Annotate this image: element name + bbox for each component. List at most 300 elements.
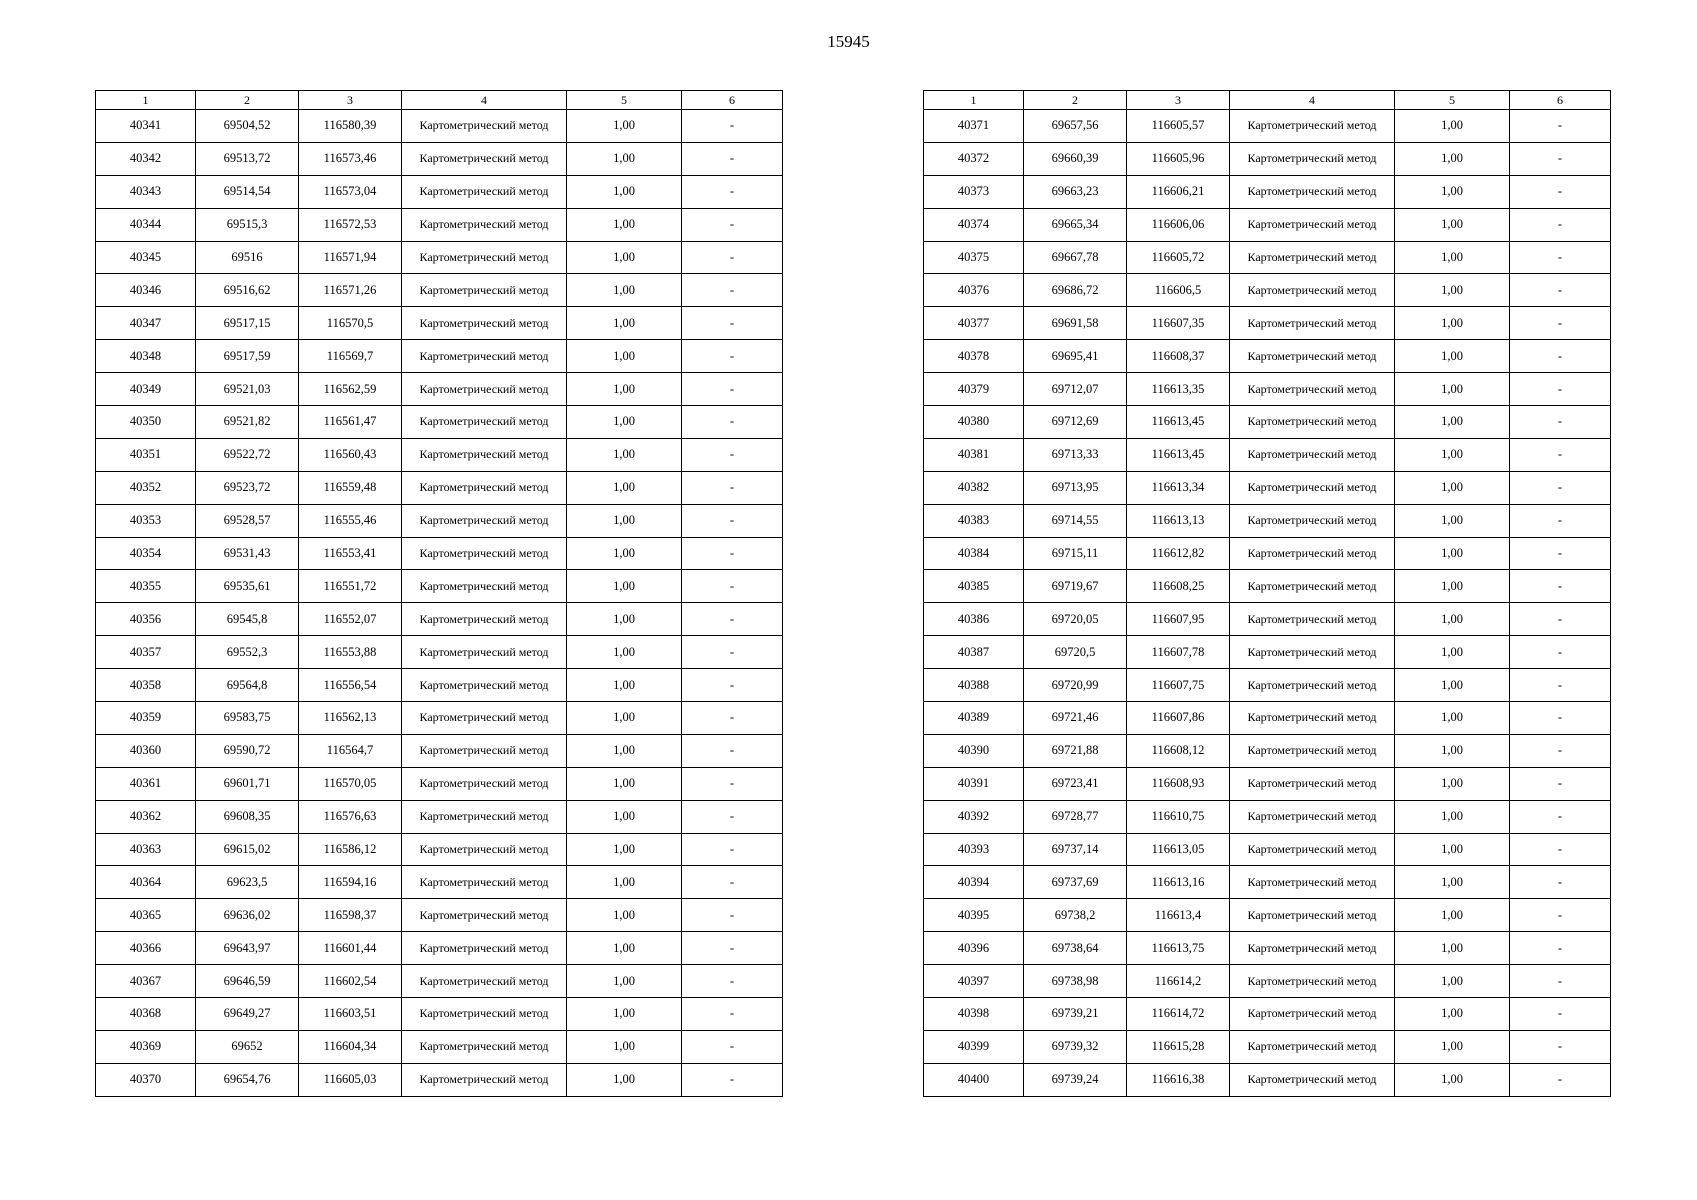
x-coordinate-cell: 69723,41 bbox=[1024, 767, 1127, 800]
accuracy-cell: 1,00 bbox=[1395, 406, 1510, 439]
method-cell: Картометрический метод bbox=[1230, 110, 1395, 143]
table-row bbox=[96, 307, 783, 340]
table-row bbox=[96, 669, 783, 702]
method-cell: Картометрический метод bbox=[1230, 1063, 1395, 1096]
note-cell: - bbox=[682, 636, 783, 669]
x-coordinate-cell: 69516,62 bbox=[196, 274, 299, 307]
x-coordinate-cell: 69608,35 bbox=[196, 800, 299, 833]
accuracy-cell: 1,00 bbox=[567, 175, 682, 208]
y-coordinate-cell: 116570,5 bbox=[299, 307, 402, 340]
table-row bbox=[924, 241, 1611, 274]
table-row bbox=[96, 702, 783, 735]
table-row bbox=[924, 208, 1611, 241]
accuracy-cell: 1,00 bbox=[1395, 932, 1510, 965]
table-row bbox=[96, 1063, 783, 1096]
note-cell: - bbox=[682, 504, 783, 537]
x-coordinate-cell: 69517,15 bbox=[196, 307, 299, 340]
x-coordinate-cell: 69738,64 bbox=[1024, 932, 1127, 965]
x-coordinate-cell: 69623,5 bbox=[196, 866, 299, 899]
point-number-cell: 40361 bbox=[96, 767, 196, 800]
table-row bbox=[96, 899, 783, 932]
column-header: 2 bbox=[1024, 91, 1127, 110]
note-cell: - bbox=[682, 406, 783, 439]
point-number-cell: 40372 bbox=[924, 142, 1024, 175]
method-cell: Картометрический метод bbox=[402, 734, 567, 767]
method-cell: Картометрический метод bbox=[402, 965, 567, 998]
point-number-cell: 40352 bbox=[96, 471, 196, 504]
y-coordinate-cell: 116556,54 bbox=[299, 669, 402, 702]
method-cell: Картометрический метод bbox=[402, 998, 567, 1031]
x-coordinate-cell: 69514,54 bbox=[196, 175, 299, 208]
column-header: 2 bbox=[196, 91, 299, 110]
point-number-cell: 40392 bbox=[924, 800, 1024, 833]
accuracy-cell: 1,00 bbox=[1395, 603, 1510, 636]
method-cell: Картометрический метод bbox=[402, 471, 567, 504]
table-row bbox=[96, 406, 783, 439]
note-cell: - bbox=[682, 899, 783, 932]
y-coordinate-cell: 116613,45 bbox=[1127, 406, 1230, 439]
note-cell: - bbox=[682, 340, 783, 373]
accuracy-cell: 1,00 bbox=[567, 899, 682, 932]
point-number-cell: 40382 bbox=[924, 471, 1024, 504]
note-cell: - bbox=[1510, 1063, 1611, 1096]
method-cell: Картометрический метод bbox=[1230, 603, 1395, 636]
point-number-cell: 40356 bbox=[96, 603, 196, 636]
accuracy-cell: 1,00 bbox=[567, 1063, 682, 1096]
method-cell: Картометрический метод bbox=[1230, 866, 1395, 899]
table-header-row bbox=[924, 91, 1611, 110]
note-cell: - bbox=[1510, 438, 1611, 471]
y-coordinate-cell: 116601,44 bbox=[299, 932, 402, 965]
accuracy-cell: 1,00 bbox=[1395, 307, 1510, 340]
note-cell: - bbox=[682, 833, 783, 866]
method-cell: Картометрический метод bbox=[402, 373, 567, 406]
y-coordinate-cell: 116608,37 bbox=[1127, 340, 1230, 373]
x-coordinate-cell: 69522,72 bbox=[196, 438, 299, 471]
table-row bbox=[96, 504, 783, 537]
accuracy-cell: 1,00 bbox=[1395, 767, 1510, 800]
x-coordinate-cell: 69720,99 bbox=[1024, 669, 1127, 702]
column-header: 4 bbox=[402, 91, 567, 110]
point-number-cell: 40368 bbox=[96, 998, 196, 1031]
accuracy-cell: 1,00 bbox=[567, 702, 682, 735]
y-coordinate-cell: 116613,34 bbox=[1127, 471, 1230, 504]
accuracy-cell: 1,00 bbox=[567, 932, 682, 965]
x-coordinate-cell: 69528,57 bbox=[196, 504, 299, 537]
method-cell: Картометрический метод bbox=[402, 175, 567, 208]
accuracy-cell: 1,00 bbox=[1395, 340, 1510, 373]
accuracy-cell: 1,00 bbox=[1395, 438, 1510, 471]
point-number-cell: 40348 bbox=[96, 340, 196, 373]
note-cell: - bbox=[682, 669, 783, 702]
accuracy-cell: 1,00 bbox=[567, 570, 682, 603]
method-cell: Картометрический метод bbox=[402, 767, 567, 800]
accuracy-cell: 1,00 bbox=[567, 340, 682, 373]
x-coordinate-cell: 69504,52 bbox=[196, 110, 299, 143]
y-coordinate-cell: 116551,72 bbox=[299, 570, 402, 603]
point-number-cell: 40365 bbox=[96, 899, 196, 932]
y-coordinate-cell: 116605,96 bbox=[1127, 142, 1230, 175]
method-cell: Картометрический метод bbox=[402, 537, 567, 570]
point-number-cell: 40363 bbox=[96, 833, 196, 866]
point-number-cell: 40341 bbox=[96, 110, 196, 143]
x-coordinate-cell: 69652 bbox=[196, 1030, 299, 1063]
table-row bbox=[96, 438, 783, 471]
note-cell: - bbox=[1510, 899, 1611, 932]
table-row bbox=[924, 932, 1611, 965]
method-cell: Картометрический метод bbox=[1230, 800, 1395, 833]
method-cell: Картометрический метод bbox=[1230, 932, 1395, 965]
y-coordinate-cell: 116608,12 bbox=[1127, 734, 1230, 767]
x-coordinate-cell: 69657,56 bbox=[1024, 110, 1127, 143]
accuracy-cell: 1,00 bbox=[567, 537, 682, 570]
method-cell: Картометрический метод bbox=[402, 899, 567, 932]
accuracy-cell: 1,00 bbox=[567, 603, 682, 636]
table-row bbox=[924, 800, 1611, 833]
point-number-cell: 40359 bbox=[96, 702, 196, 735]
method-cell: Картометрический метод bbox=[1230, 1030, 1395, 1063]
table-row bbox=[96, 208, 783, 241]
note-cell: - bbox=[1510, 307, 1611, 340]
point-number-cell: 40383 bbox=[924, 504, 1024, 537]
note-cell: - bbox=[682, 373, 783, 406]
accuracy-cell: 1,00 bbox=[567, 142, 682, 175]
x-coordinate-cell: 69719,67 bbox=[1024, 570, 1127, 603]
accuracy-cell: 1,00 bbox=[1395, 274, 1510, 307]
point-number-cell: 40397 bbox=[924, 965, 1024, 998]
point-number-cell: 40351 bbox=[96, 438, 196, 471]
y-coordinate-cell: 116612,82 bbox=[1127, 537, 1230, 570]
x-coordinate-cell: 69552,3 bbox=[196, 636, 299, 669]
table-row bbox=[924, 998, 1611, 1031]
point-number-cell: 40367 bbox=[96, 965, 196, 998]
table-row bbox=[96, 833, 783, 866]
accuracy-cell: 1,00 bbox=[1395, 636, 1510, 669]
point-number-cell: 40343 bbox=[96, 175, 196, 208]
y-coordinate-cell: 116607,95 bbox=[1127, 603, 1230, 636]
note-cell: - bbox=[1510, 142, 1611, 175]
note-cell: - bbox=[1510, 833, 1611, 866]
x-coordinate-cell: 69721,46 bbox=[1024, 702, 1127, 735]
table-row bbox=[924, 142, 1611, 175]
note-cell: - bbox=[682, 438, 783, 471]
table-row bbox=[96, 142, 783, 175]
y-coordinate-cell: 116610,75 bbox=[1127, 800, 1230, 833]
y-coordinate-cell: 116564,7 bbox=[299, 734, 402, 767]
method-cell: Картометрический метод bbox=[402, 570, 567, 603]
x-coordinate-cell: 69720,5 bbox=[1024, 636, 1127, 669]
table-row bbox=[924, 636, 1611, 669]
table-row bbox=[924, 669, 1611, 702]
x-coordinate-cell: 69564,8 bbox=[196, 669, 299, 702]
accuracy-cell: 1,00 bbox=[1395, 734, 1510, 767]
x-coordinate-cell: 69615,02 bbox=[196, 833, 299, 866]
point-number-cell: 40388 bbox=[924, 669, 1024, 702]
table-row bbox=[924, 734, 1611, 767]
x-coordinate-cell: 69531,43 bbox=[196, 537, 299, 570]
point-number-cell: 40399 bbox=[924, 1030, 1024, 1063]
method-cell: Картометрический метод bbox=[402, 110, 567, 143]
note-cell: - bbox=[682, 1063, 783, 1096]
method-cell: Картометрический метод bbox=[1230, 767, 1395, 800]
x-coordinate-cell: 69660,39 bbox=[1024, 142, 1127, 175]
table-row bbox=[924, 702, 1611, 735]
x-coordinate-cell: 69636,02 bbox=[196, 899, 299, 932]
y-coordinate-cell: 116607,86 bbox=[1127, 702, 1230, 735]
table-row bbox=[96, 998, 783, 1031]
accuracy-cell: 1,00 bbox=[567, 866, 682, 899]
y-coordinate-cell: 116559,48 bbox=[299, 471, 402, 504]
accuracy-cell: 1,00 bbox=[567, 965, 682, 998]
note-cell: - bbox=[1510, 504, 1611, 537]
point-number-cell: 40342 bbox=[96, 142, 196, 175]
column-header: 1 bbox=[924, 91, 1024, 110]
x-coordinate-cell: 69535,61 bbox=[196, 570, 299, 603]
note-cell: - bbox=[1510, 669, 1611, 702]
x-coordinate-cell: 69667,78 bbox=[1024, 241, 1127, 274]
note-cell: - bbox=[682, 603, 783, 636]
column-header: 1 bbox=[96, 91, 196, 110]
point-number-cell: 40396 bbox=[924, 932, 1024, 965]
x-coordinate-cell: 69523,72 bbox=[196, 471, 299, 504]
point-number-cell: 40366 bbox=[96, 932, 196, 965]
page-number: 15945 bbox=[827, 32, 870, 51]
accuracy-cell: 1,00 bbox=[1395, 965, 1510, 998]
column-header: 6 bbox=[682, 91, 783, 110]
method-cell: Картометрический метод bbox=[402, 833, 567, 866]
x-coordinate-cell: 69739,32 bbox=[1024, 1030, 1127, 1063]
method-cell: Картометрический метод bbox=[402, 669, 567, 702]
method-cell: Картометрический метод bbox=[402, 603, 567, 636]
x-coordinate-cell: 69590,72 bbox=[196, 734, 299, 767]
method-cell: Картометрический метод bbox=[1230, 307, 1395, 340]
accuracy-cell: 1,00 bbox=[1395, 800, 1510, 833]
method-cell: Картометрический метод bbox=[1230, 241, 1395, 274]
accuracy-cell: 1,00 bbox=[1395, 175, 1510, 208]
point-number-cell: 40394 bbox=[924, 866, 1024, 899]
accuracy-cell: 1,00 bbox=[567, 767, 682, 800]
point-number-cell: 40378 bbox=[924, 340, 1024, 373]
method-cell: Картометрический метод bbox=[402, 932, 567, 965]
point-number-cell: 40357 bbox=[96, 636, 196, 669]
y-coordinate-cell: 116570,05 bbox=[299, 767, 402, 800]
table-row bbox=[924, 340, 1611, 373]
y-coordinate-cell: 116561,47 bbox=[299, 406, 402, 439]
x-coordinate-cell: 69654,76 bbox=[196, 1063, 299, 1096]
accuracy-cell: 1,00 bbox=[567, 636, 682, 669]
method-cell: Картометрический метод bbox=[1230, 373, 1395, 406]
point-number-cell: 40387 bbox=[924, 636, 1024, 669]
point-number-cell: 40379 bbox=[924, 373, 1024, 406]
method-cell: Картометрический метод bbox=[402, 438, 567, 471]
method-cell: Картометрический метод bbox=[1230, 274, 1395, 307]
point-number-cell: 40362 bbox=[96, 800, 196, 833]
x-coordinate-cell: 69517,59 bbox=[196, 340, 299, 373]
method-cell: Картометрический метод bbox=[402, 406, 567, 439]
y-coordinate-cell: 116614,72 bbox=[1127, 998, 1230, 1031]
y-coordinate-cell: 116562,59 bbox=[299, 373, 402, 406]
note-cell: - bbox=[1510, 241, 1611, 274]
point-number-cell: 40393 bbox=[924, 833, 1024, 866]
x-coordinate-cell: 69545,8 bbox=[196, 603, 299, 636]
method-cell: Картометрический метод bbox=[402, 274, 567, 307]
y-coordinate-cell: 116603,51 bbox=[299, 998, 402, 1031]
table-row bbox=[924, 965, 1611, 998]
point-number-cell: 40369 bbox=[96, 1030, 196, 1063]
table-row bbox=[96, 866, 783, 899]
point-number-cell: 40364 bbox=[96, 866, 196, 899]
note-cell: - bbox=[682, 142, 783, 175]
x-coordinate-cell: 69720,05 bbox=[1024, 603, 1127, 636]
method-cell: Картометрический метод bbox=[402, 504, 567, 537]
note-cell: - bbox=[1510, 636, 1611, 669]
method-cell: Картометрический метод bbox=[1230, 965, 1395, 998]
note-cell: - bbox=[1510, 175, 1611, 208]
x-coordinate-cell: 69663,23 bbox=[1024, 175, 1127, 208]
method-cell: Картометрический метод bbox=[1230, 142, 1395, 175]
note-cell: - bbox=[682, 208, 783, 241]
table-row bbox=[924, 537, 1611, 570]
y-coordinate-cell: 116607,78 bbox=[1127, 636, 1230, 669]
y-coordinate-cell: 116573,04 bbox=[299, 175, 402, 208]
x-coordinate-cell: 69583,75 bbox=[196, 702, 299, 735]
accuracy-cell: 1,00 bbox=[1395, 702, 1510, 735]
x-coordinate-cell: 69721,88 bbox=[1024, 734, 1127, 767]
note-cell: - bbox=[682, 537, 783, 570]
point-number-cell: 40400 bbox=[924, 1063, 1024, 1096]
y-coordinate-cell: 116552,07 bbox=[299, 603, 402, 636]
method-cell: Картометрический метод bbox=[402, 241, 567, 274]
note-cell: - bbox=[1510, 1030, 1611, 1063]
table-row bbox=[924, 110, 1611, 143]
note-cell: - bbox=[682, 800, 783, 833]
point-number-cell: 40398 bbox=[924, 998, 1024, 1031]
x-coordinate-cell: 69728,77 bbox=[1024, 800, 1127, 833]
point-number-cell: 40354 bbox=[96, 537, 196, 570]
y-coordinate-cell: 116615,28 bbox=[1127, 1030, 1230, 1063]
y-coordinate-cell: 116616,38 bbox=[1127, 1063, 1230, 1096]
note-cell: - bbox=[1510, 373, 1611, 406]
point-number-cell: 40358 bbox=[96, 669, 196, 702]
table-row bbox=[96, 340, 783, 373]
column-header: 6 bbox=[1510, 91, 1611, 110]
accuracy-cell: 1,00 bbox=[1395, 142, 1510, 175]
point-number-cell: 40349 bbox=[96, 373, 196, 406]
note-cell: - bbox=[682, 734, 783, 767]
point-number-cell: 40370 bbox=[96, 1063, 196, 1096]
method-cell: Картометрический метод bbox=[402, 1030, 567, 1063]
y-coordinate-cell: 116555,46 bbox=[299, 504, 402, 537]
point-number-cell: 40345 bbox=[96, 241, 196, 274]
method-cell: Картометрический метод bbox=[402, 142, 567, 175]
x-coordinate-cell: 69643,97 bbox=[196, 932, 299, 965]
note-cell: - bbox=[1510, 866, 1611, 899]
coordinates-table-left bbox=[95, 90, 783, 1097]
table-row bbox=[924, 471, 1611, 504]
table-row bbox=[96, 800, 783, 833]
accuracy-cell: 1,00 bbox=[567, 1030, 682, 1063]
table-row bbox=[924, 767, 1611, 800]
x-coordinate-cell: 69521,03 bbox=[196, 373, 299, 406]
y-coordinate-cell: 116613,13 bbox=[1127, 504, 1230, 537]
note-cell: - bbox=[682, 307, 783, 340]
accuracy-cell: 1,00 bbox=[1395, 833, 1510, 866]
y-coordinate-cell: 116606,21 bbox=[1127, 175, 1230, 208]
point-number-cell: 40373 bbox=[924, 175, 1024, 208]
y-coordinate-cell: 116602,54 bbox=[299, 965, 402, 998]
method-cell: Картометрический метод bbox=[1230, 208, 1395, 241]
note-cell: - bbox=[682, 274, 783, 307]
x-coordinate-cell: 69738,2 bbox=[1024, 899, 1127, 932]
method-cell: Картометрический метод bbox=[1230, 734, 1395, 767]
note-cell: - bbox=[1510, 406, 1611, 439]
table-row bbox=[924, 866, 1611, 899]
y-coordinate-cell: 116572,53 bbox=[299, 208, 402, 241]
table-row bbox=[96, 274, 783, 307]
column-header: 3 bbox=[1127, 91, 1230, 110]
method-cell: Картометрический метод bbox=[402, 307, 567, 340]
method-cell: Картометрический метод bbox=[1230, 833, 1395, 866]
x-coordinate-cell: 69513,72 bbox=[196, 142, 299, 175]
point-number-cell: 40376 bbox=[924, 274, 1024, 307]
accuracy-cell: 1,00 bbox=[567, 800, 682, 833]
table-row bbox=[924, 438, 1611, 471]
column-header: 4 bbox=[1230, 91, 1395, 110]
accuracy-cell: 1,00 bbox=[567, 998, 682, 1031]
y-coordinate-cell: 116553,88 bbox=[299, 636, 402, 669]
x-coordinate-cell: 69713,33 bbox=[1024, 438, 1127, 471]
table-row bbox=[924, 307, 1611, 340]
point-number-cell: 40344 bbox=[96, 208, 196, 241]
x-coordinate-cell: 69695,41 bbox=[1024, 340, 1127, 373]
method-cell: Картометрический метод bbox=[1230, 570, 1395, 603]
note-cell: - bbox=[682, 175, 783, 208]
table-row bbox=[924, 1063, 1611, 1096]
y-coordinate-cell: 116608,93 bbox=[1127, 767, 1230, 800]
method-cell: Картометрический метод bbox=[402, 800, 567, 833]
x-coordinate-cell: 69737,69 bbox=[1024, 866, 1127, 899]
method-cell: Картометрический метод bbox=[1230, 406, 1395, 439]
column-header: 5 bbox=[567, 91, 682, 110]
accuracy-cell: 1,00 bbox=[1395, 373, 1510, 406]
x-coordinate-cell: 69691,58 bbox=[1024, 307, 1127, 340]
point-number-cell: 40391 bbox=[924, 767, 1024, 800]
y-coordinate-cell: 116569,7 bbox=[299, 340, 402, 373]
note-cell: - bbox=[1510, 702, 1611, 735]
note-cell: - bbox=[682, 1030, 783, 1063]
accuracy-cell: 1,00 bbox=[1395, 866, 1510, 899]
accuracy-cell: 1,00 bbox=[1395, 208, 1510, 241]
method-cell: Картометрический метод bbox=[1230, 438, 1395, 471]
table-row bbox=[96, 570, 783, 603]
x-coordinate-cell: 69712,69 bbox=[1024, 406, 1127, 439]
table-row bbox=[924, 570, 1611, 603]
method-cell: Картометрический метод bbox=[402, 636, 567, 669]
note-cell: - bbox=[1510, 603, 1611, 636]
note-cell: - bbox=[682, 702, 783, 735]
accuracy-cell: 1,00 bbox=[1395, 241, 1510, 274]
x-coordinate-cell: 69714,55 bbox=[1024, 504, 1127, 537]
point-number-cell: 40346 bbox=[96, 274, 196, 307]
table-row bbox=[96, 175, 783, 208]
point-number-cell: 40384 bbox=[924, 537, 1024, 570]
accuracy-cell: 1,00 bbox=[1395, 899, 1510, 932]
accuracy-cell: 1,00 bbox=[1395, 537, 1510, 570]
y-coordinate-cell: 116613,75 bbox=[1127, 932, 1230, 965]
point-number-cell: 40353 bbox=[96, 504, 196, 537]
table-row bbox=[96, 636, 783, 669]
note-cell: - bbox=[1510, 932, 1611, 965]
